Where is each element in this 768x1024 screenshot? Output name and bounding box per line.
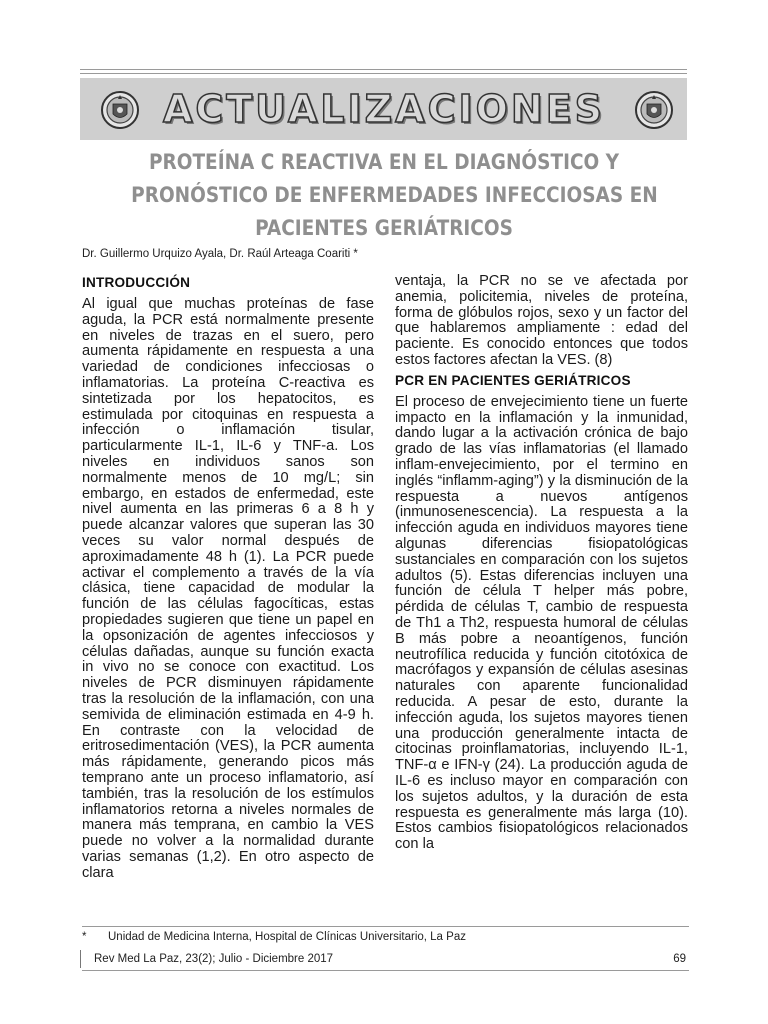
page-number: 69: [673, 953, 686, 965]
article-title-line: PACIENTES GERIÁTRICOS: [255, 216, 513, 241]
body-paragraph: ventaja, la PCR no se ve afectada por anemia, policitemia, niveles de proteína, forma de glóbulos rojos, sexo y un factor del que hablaremos ampliamente : edad del paciente. Es conocido entonces que todos estos factores afectan la VES. (8): [395, 273, 688, 368]
bottom-rule: [82, 970, 689, 971]
left-column: [82, 274, 374, 881]
body-paragraph: El proceso de envejecimiento tiene un fuerte impacto en la inflamación y la inmunidad, dando lugar a la activación crónica de bajo grado de las vías inflamatorias (el llamado inflam-envejecimiento, por el termino en inglés “inflamm-aging”) y la disminución de la respuesta a nuevos antígenos (inmunosenescencia). La respuesta a la infección aguda en individuos mayores tiene algunas diferencias fisiopatológicas sustanciales en comparación con los sujetos adultos (5). Estas diferencias incluyen una función de célula T helper más pobre, pérdida de células T, cambio de respuesta de Th1 a Th2, respuesta humoral de células B más pobre a neoantígenos, función neutrofílica reducida y función citotóxica de macrófagos y expansión de células asesinas naturales con aparente funcionalidad reducida. A pesar de esto, durante la infección aguda, los sujetos mayores tienen una producción generalmente intacta de citocinas proinflamatorias, incluyendo IL-1, TNF-α e IFN-γ (24). La producción aguda de IL-6 es incluso mayor en comparación con los sujetos adultos, y la duración de esta respuesta es generalmente más larga (10). Estos cambios fisiopatológicos relacionados con la: [395, 393, 688, 853]
section-heading-pcr-geriatricos: PCR EN PACIENTES GERIÁTRICOS: [395, 372, 631, 388]
authors: Dr. Guillermo Urquizo Ayala, Dr. Raúl Arteaga Coariti *: [82, 248, 358, 260]
body-paragraph: Al igual que muchas proteínas de fase aguda, la PCR está normalmente presente en niveles de trazas en el suero, pero aumenta rápidamente en respuesta a una variedad de condiciones infecciosas o inflamatorias. La proteína C-reactiva es sintetizada por los hepatocitos, es estimulada por citoquinas en respuesta a infección o inflamación tisular, particularmente IL-1, IL-6 y TNF-a. Los niveles en individuos sanos son normalmente menos de 10 mg/L; sin embargo, en estados de enfermedad, este nivel aumenta en las primeras 6 a 8 h y puede alcanzar valores que superan las 30 veces su valor normal después de aproximadamente 48 h (1). La PCR puede activar el complemento a través de la vía clásica, tiene capacidad de modular la función de las células fagocíticas, estas propiedades sugieren que tiene un papel en la opsonización de agentes infecciosos y células dañadas, aunque su función exacta in vivo no se conoce con exactitud. Los niveles de PCR disminuyen rápidamente tras la resolución de la inflamación, con una semivida de eliminación estimada en 4-9 h. En contraste con la velocidad de eritrosedimentación (VES), la PCR aumenta más rápidamente, generando picos más temprano ante un proceso inflamatorio, así también, tras la resolución de los estímulos inflamatorios retorna a niveles normales de manera más temprana, en cambio la VES puede no volver a la normalidad durante varias semanas (1,2). En otro aspecto de clara: [82, 296, 374, 881]
footer-citation: Rev Med La Paz, 23(2); Julio - Diciembre 2017: [94, 953, 334, 965]
footnote-rule: [82, 926, 689, 927]
article-title-line: PRONÓSTICO DE ENFERMEDADES INFECCIOSAS EN: [131, 183, 658, 208]
article-title-line: PROTEÍNA C REACTIVA EN EL DIAGNÓSTICO Y: [148, 150, 620, 175]
footnote-text: Unidad de Medicina Interna, Hospital de Clínicas Universitario, La Paz: [108, 931, 466, 943]
section-heading-introduccion: INTRODUCCIÓN: [82, 275, 191, 290]
top-rule-2: [80, 73, 687, 74]
footnote-mark: *: [82, 931, 87, 943]
article-title: [131, 146, 658, 245]
section-banner-title: ACTUALIZACIONES: [162, 87, 606, 131]
top-rule-1: [80, 69, 687, 70]
right-column: [395, 274, 688, 853]
footnote: [82, 931, 466, 943]
